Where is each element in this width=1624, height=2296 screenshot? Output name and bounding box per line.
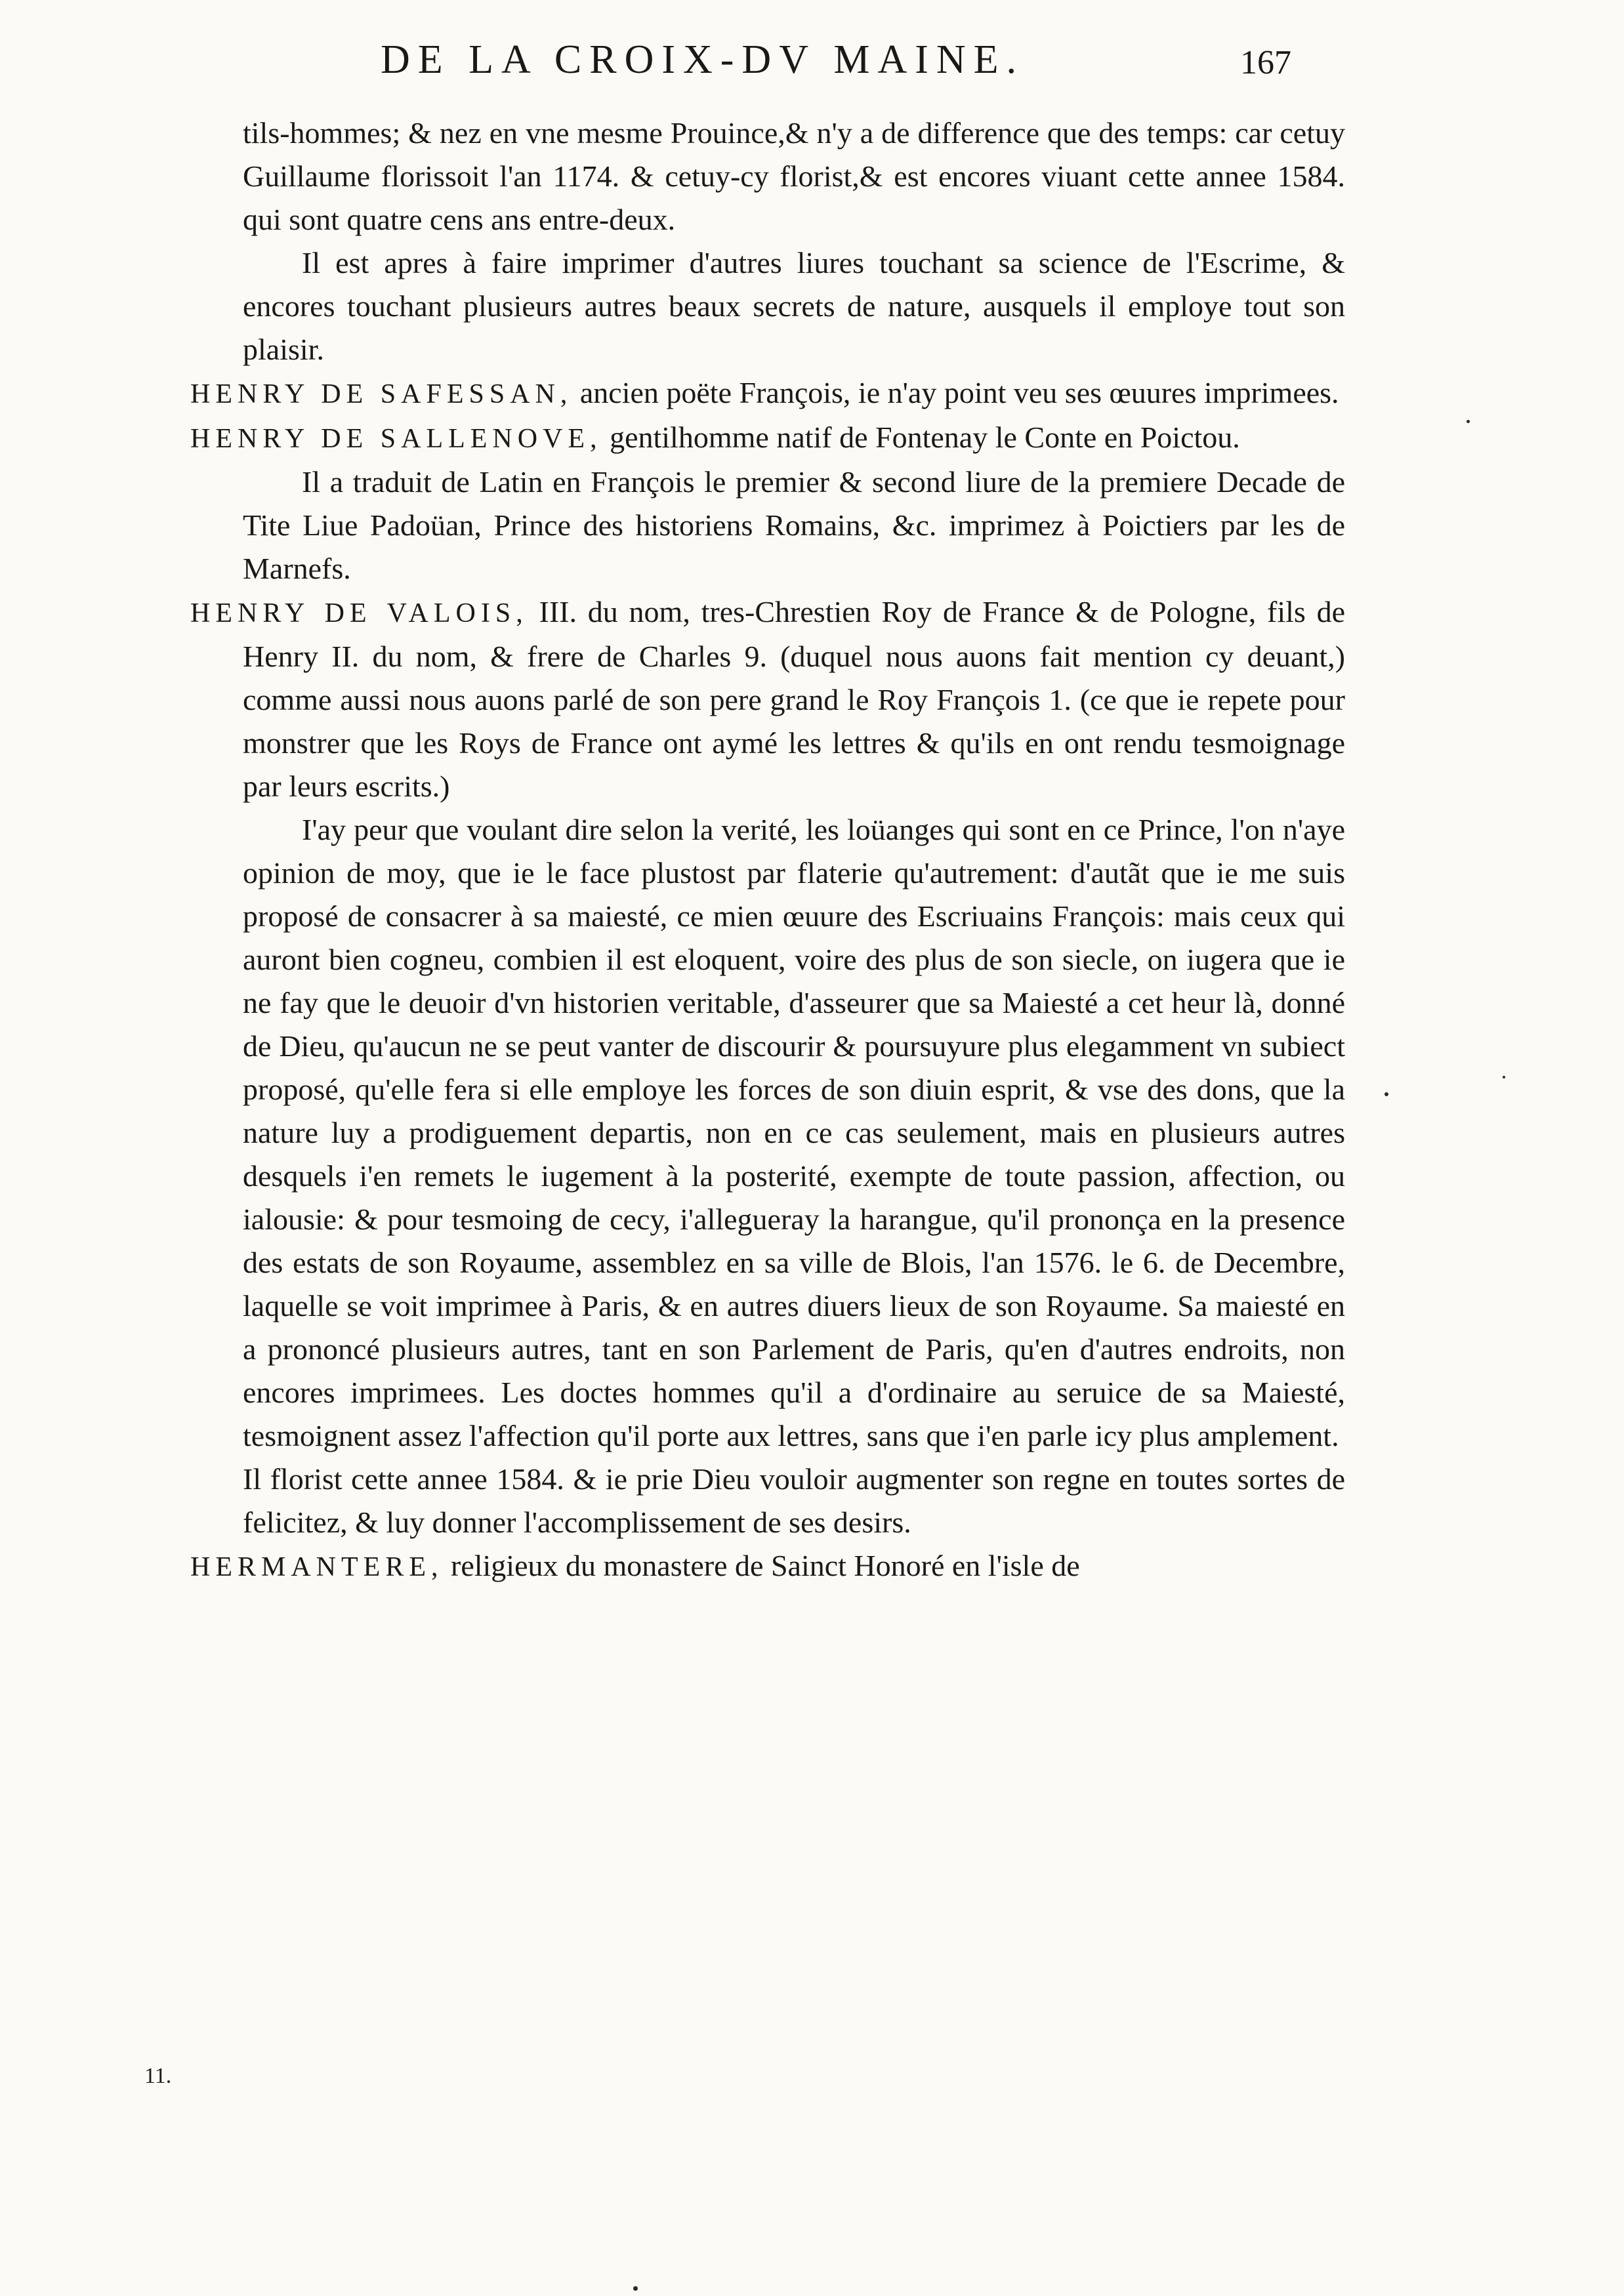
text-body	[190, 112, 1345, 1589]
entry-text: religieux du monastere de Sainct Honoré en l'isle de	[443, 1549, 1080, 1582]
author-name: HENRY DE SAFESSAN,	[190, 379, 573, 409]
author-entry	[190, 371, 1345, 416]
paragraph-text: I'ay peur que voulant dire selon la verité, les loüanges qui sont en ce Prince, l'on n'aye opinion de moy, que ie le face plustost par flaterie qu'autrement: d'autãt que ie me suis proposé de consacrer à sa maiesté, ce mien œuure des Escriuains François: mais ceux qui auront bien cogneu, combien il est eloquent, voire des plus de son siecle, on iugera que ie ne fay que le deuoir d'vn historien veritable, d'asseurer que sa Maiesté a cet heur là, donné de Dieu, qu'aucun ne se peut vanter de discourir & poursuyure plus elegamment vn subiect proposé, qu'elle fera si elle employe les forces de son diuin esprit, & vse des dons, que la nature luy a prodiguement departis, non en ce cas seulement, mais en plusieurs autres desquels i'en remets le iugement à la posterité, exempte de toute passion, affection, ou ialousie: & pour tesmoing de cecy, i'allegueray la harangue, qu'il prononça en la presence des estats de son Royaume, assemblez en sa ville de Blois, l'an 1576. le 6. de Decembre, laquelle se voit imprimee à Paris, & en autres diuers lieux de son Royaume. Sa maiesté en a prononcé plusieurs autres, tant en son Parlement de Paris, qu'en d'autres endroits, non encores imprimees. Les doctes hommes qu'il a d'ordinaire au seruice de sa Maiesté, tesmoignent assez l'affection qu'il porte aux lettres, sans que i'en parle icy plus amplement.	[243, 813, 1345, 1452]
ink-speck	[1385, 1092, 1388, 1096]
running-head: DE LA CROIX-DV MAINE.	[381, 37, 1025, 82]
paragraph-text: tils-hommes; & nez en vne mesme Prouince,& n'y a de difference que des temps: car cetuy Guillaume florissoit l'an 1174. & cetuy-cy florist,& est encores viuant cette annee 1584. qui sont quatre cens ans entre-deux.	[243, 116, 1345, 236]
author-name: HENRY DE VALOIS,	[190, 598, 528, 628]
author-name: HERMANTERE,	[190, 1552, 444, 1582]
paragraph	[190, 112, 1345, 241]
entry-text: gentilhomme natif de Fontenay le Conte en Poictou.	[602, 420, 1240, 454]
paragraph	[190, 241, 1345, 371]
paragraph-text: Il florist cette annee 1584. & ie prie Dieu vouloir augmenter son regne en toutes sortes de felicitez, & luy donner l'accomplissement de ses desirs.	[243, 1462, 1345, 1539]
author-entry	[190, 1544, 1345, 1589]
author-name: HENRY DE SALLENOVE,	[190, 424, 602, 454]
margin-marker: 11.	[144, 2064, 172, 2088]
page-number: 167	[1240, 44, 1291, 81]
ink-speck	[1503, 1076, 1505, 1078]
ink-speck	[1467, 420, 1470, 423]
entry-text: III. du nom, tres-Chrestien Roy de France & de Pologne, fils de Henry II. du nom, & frere de Charles 9. (duquel nous auons fait mention cy deuant,) comme aussi nous auons parlé de son pere grand le Roy François 1. (ce que ie repete pour monstrer que les Roys de France ont aymé les lettres & qu'ils en ont rendu tesmoignage par leurs escrits.)	[243, 595, 1345, 803]
paragraph	[190, 1458, 1345, 1544]
author-entry	[190, 590, 1345, 808]
entry-text: ancien poëte François, ie n'ay point veu ses œuures imprimees.	[572, 376, 1339, 409]
ink-speck	[633, 2286, 638, 2291]
paragraph	[190, 808, 1345, 1458]
paragraph	[190, 461, 1345, 590]
paragraph-text: Il est apres à faire imprimer d'autres liures touchant sa science de l'Escrime, & encores touchant plusieurs autres beaux secrets de nature, ausquels il employe tout son plaisir.	[243, 246, 1345, 366]
paragraph-text: Il a traduit de Latin en François le premier & second liure de la premiere Decade de Tite Liue Padoüan, Prince des historiens Romains, &c. imprimez à Poictiers par les de Marnefs.	[243, 465, 1345, 585]
author-entry	[190, 416, 1345, 461]
